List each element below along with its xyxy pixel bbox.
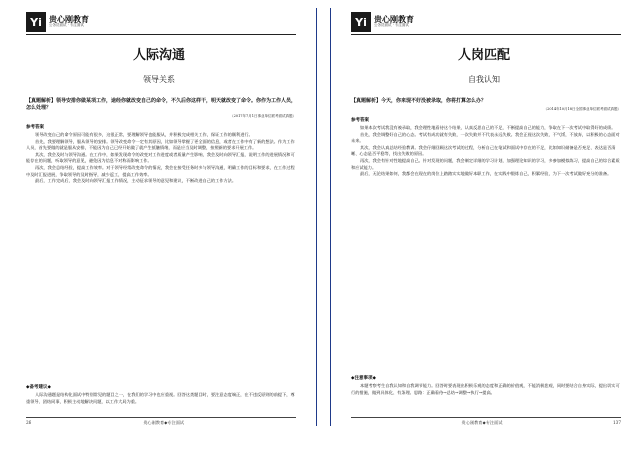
page-edge-left <box>316 8 317 426</box>
footer-rule <box>26 417 296 418</box>
logo-tagline: 公务员面试 · 专注面试 <box>49 23 84 28</box>
answer-paragraph: 首先，我要理解领导，服从领导的安排。领导改变命令一定有其原因，比如领导掌握了更全面的信息，或者在工作中有了新的想法。作为工作人员，首先要做的就是服从安排，不能因为自己已经开始做了就产生抵触情绪，而是应当及时调整，按照新的要求开展工作。 <box>26 138 295 151</box>
answer-paragraph: 首先，我会调整好自己的心态。考试有成功就有失败，一次失败并不代表永远失败。我会正视这次失败，不气馁，不放弃，以积极的心态面对未来。 <box>351 131 620 144</box>
section-subtitle: 自我认知 <box>468 75 500 84</box>
reference-answer-label: 参考答案 <box>351 118 369 123</box>
publisher-logo <box>351 12 414 32</box>
logo-mark: Yi <box>26 12 46 32</box>
footer-rule <box>351 417 621 418</box>
chapter-title: 人岗匹配 <box>457 48 510 63</box>
question-source: （2017年7月1日事业单位联考面试真题） <box>230 114 296 118</box>
logo-name: 贵心刚教育 <box>49 15 89 25</box>
answer-paragraph: 最后，无论结果如何，我都会在现在的岗位上踏踏实实地做好本职工作，在实践中锻炼自己，积累经验，为下一次考试做好充分的准备。 <box>360 171 612 177</box>
answer-paragraph: 领导改变自己的命令原因可能有很多，这很正常，要理解领导也能服从，并积极完成相关工作，保证工作的顺利进行。 <box>35 132 253 137</box>
header-rule <box>351 34 621 35</box>
question-source: （2014年10月18日全国事业单位联考面试真题） <box>543 107 621 111</box>
chapter-title: 人际沟通 <box>132 48 185 63</box>
section-subtitle: 领导关系 <box>143 75 175 84</box>
logo-mark: Yi <box>351 12 371 32</box>
answer-paragraph: 其次，我会认真总结经验教训。我会仔细回顾这次考试的过程，分析自己在笔试和面试中存在的不足，比如知识储备是否充足、表达是否清晰、心态是否平稳等，找出失败的原因。 <box>351 144 616 157</box>
answer-paragraph: 最后，工作完成后，我会及时向领导汇报工作情况，主动征求领导的意见和建议，不断改进自己的工作方法。 <box>35 178 237 184</box>
notes-label: ◆注意事项◆ <box>351 376 376 381</box>
publisher-logo <box>26 12 89 32</box>
answer-body <box>351 125 621 178</box>
footer-brand: 贵心刚教育◆专注面试 <box>461 420 503 425</box>
notes-label: ◆备考建议◆ <box>26 385 51 390</box>
answer-body <box>26 132 296 185</box>
left-page <box>6 6 312 426</box>
page-footer <box>26 420 296 426</box>
answer-paragraph: 再次，我会总结经验，提高工作效率。对于领导经常改变命令的情况，我会在接受任务时多与领导沟通，明确工作的目标和要求，在工作过程中及时汇报进展，争取领导的及时指导，减少返工，提高工作效率。 <box>26 164 295 177</box>
answer-paragraph: 如果本次考试我没有被录取，我会理性地看待这个结果，认真反思自己的不足，不断提高自己的能力，争取在下一次考试中取得好的成绩。 <box>360 125 616 130</box>
answer-paragraph: 再次，我会有针对性地提高自己。针对发现的问题，我会制定详细的学习计划，加强理论知识的学习，多参加模拟练习，提高自己的综合素质和应试能力。 <box>351 157 620 170</box>
logo-tagline: 公务员面试 · 专注面试 <box>374 23 409 28</box>
page-number: 26 <box>26 420 32 425</box>
notes-body: 人际沟通题是结构化面试中特别常见的题目之一，在我们的学习中也应重视。回答这类题目时，要注意态度端正，在不违反原则的前提下，尊重领导、团结同事，积极主动地解决问题，以工作大局为重。 <box>26 392 295 404</box>
question-text: 【真题解析】今天，你来现不好没被录取，你将打算怎么办？ <box>351 98 487 104</box>
header-rule <box>26 34 296 35</box>
page-footer <box>351 420 621 426</box>
logo-name: 贵心刚教育 <box>374 15 414 25</box>
footer-brand: 贵心刚教育◆专注面试 <box>143 420 185 425</box>
question-text: 【真题解析】领导安排你做某项工作，途经你就改变自己的命令，不久后你这样干，明天就改变了命令。你作为工作人员，怎么处理？ <box>26 98 297 111</box>
notes-body: 本题考察考生自我认知和自我调节能力。回答时要表现出积极乐观的态度和正确的价值观，不能消极悲观，同时要结合自身实际，提出切实可行的措施，做到具体化、有条理。思路：正确看待→总结→调整→执行→提高。 <box>351 383 620 395</box>
reference-answer-label: 参考答案 <box>26 125 44 130</box>
page-number: 137 <box>612 420 621 425</box>
right-page <box>331 6 637 426</box>
answer-paragraph: 其次，我会及时与领导沟通。在工作中，如果发现命令的改变对工作进度或者质量产生影响，我会及时向领导汇报，说明工作的进展情况和可能存在的问题，听取领导的意见，避免因为信息不对称而影响工作。 <box>26 151 295 164</box>
